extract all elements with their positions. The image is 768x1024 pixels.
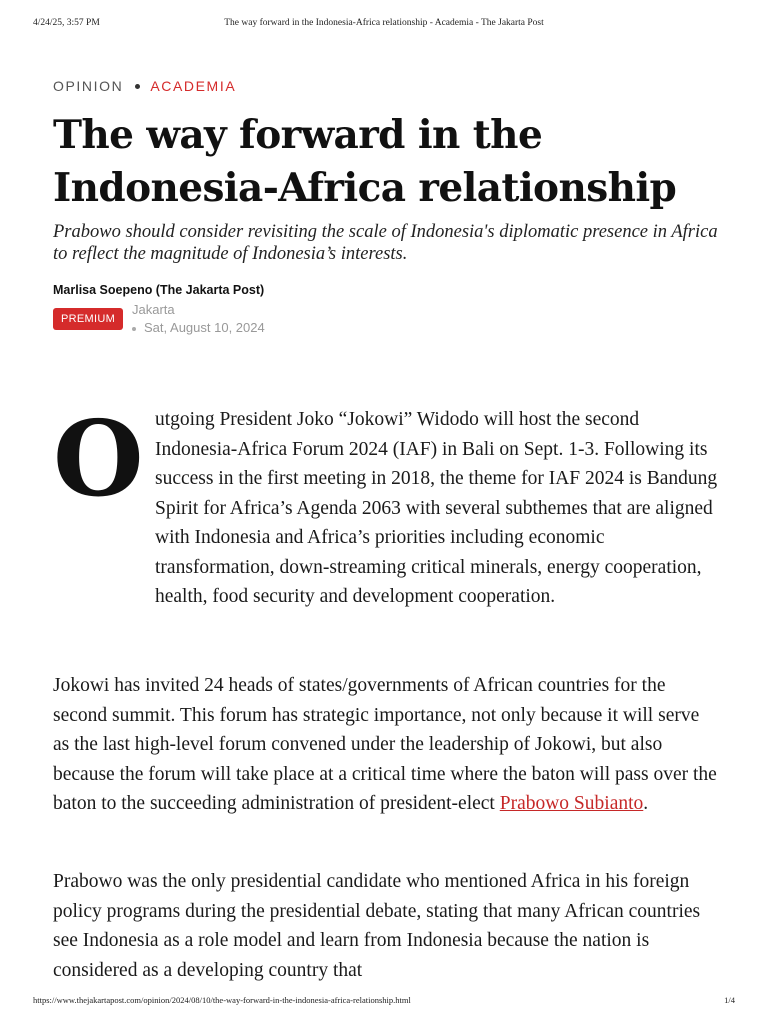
- article-paragraph-2: [53, 671, 718, 819]
- article-paragraph-1: [53, 397, 718, 612]
- premium-badge: PREMIUM: [53, 308, 123, 330]
- article-paragraph-3: Prabowo was the only presidential candidate who mentioned Africa in his foreign policy programs during the presidential debate, stating that many African countries see Indonesia as a role model and learn from Indonesia because the nation is considered as a developing country that: [53, 871, 701, 981]
- print-header: [33, 18, 735, 30]
- section-link-academia[interactable]: ACADEMIA: [150, 78, 237, 94]
- section-link-opinion[interactable]: OPINION: [53, 78, 124, 94]
- article-date: Sat, August 10, 2024: [144, 320, 265, 335]
- prabowo-subianto-link[interactable]: Prabowo Subianto: [499, 793, 644, 814]
- paragraph-1-text: utgoing President Joko “Jokowi” Widodo will host the second Indonesia-Africa Forum 2024 (IAF) in Bali on Sept. 1-3. Following its success in the first meeting in 2018, the theme for IAF 2024 is Bandung Spirit for Africa’s Agenda 2063 with several subthemes that are aligned with Indonesia and Africa’s priorities including economic transformation, down-streaming critical minerals, energy cooperation, health, food security and development cooperation.: [155, 409, 718, 607]
- date-bullet-icon: [132, 327, 136, 331]
- print-datetime: 4/24/25, 3:57 PM: [33, 18, 100, 28]
- drop-cap: O: [53, 397, 144, 520]
- article-headline: The way forward in the Indonesia-Africa relationship: [53, 112, 677, 211]
- section-breadcrumb: [53, 76, 718, 96]
- print-page-title: The way forward in the Indonesia-Africa relationship - Academia - The Jakarta Post: [224, 18, 544, 28]
- print-url: https://www.thejakartapost.com/opinion/2024/08/10/the-way-forward-in-the-indonesia-africa-relationship.html: [33, 995, 411, 1005]
- article-deck: Prabowo should consider revisiting the scale of Indonesia's diplomatic presence in Africa to reflect the magnitude of Indonesia’s interests.: [53, 222, 718, 264]
- print-page-number: 1/4: [724, 995, 735, 1005]
- article-byline[interactable]: Marlisa Soepeno (The Jakarta Post): [53, 283, 265, 297]
- article-header: [53, 76, 718, 339]
- breadcrumb-separator-dot: [135, 84, 140, 89]
- print-footer: [33, 995, 735, 1007]
- paragraph-2-end: .: [643, 793, 649, 814]
- article-meta: [53, 303, 718, 339]
- article-date-row: [132, 320, 265, 335]
- article-location: Jakarta: [132, 302, 175, 317]
- paragraph-2-text: Jokowi has invited 24 heads of states/governments of African countries for the second summit. This forum has strategic importance, not only because it will serve as the last high-level forum convened under the leadership of Jokowi, but also because the forum will take place at a critical time where the baton will pass over the baton to the succeeding administration of president-elect: [53, 675, 717, 814]
